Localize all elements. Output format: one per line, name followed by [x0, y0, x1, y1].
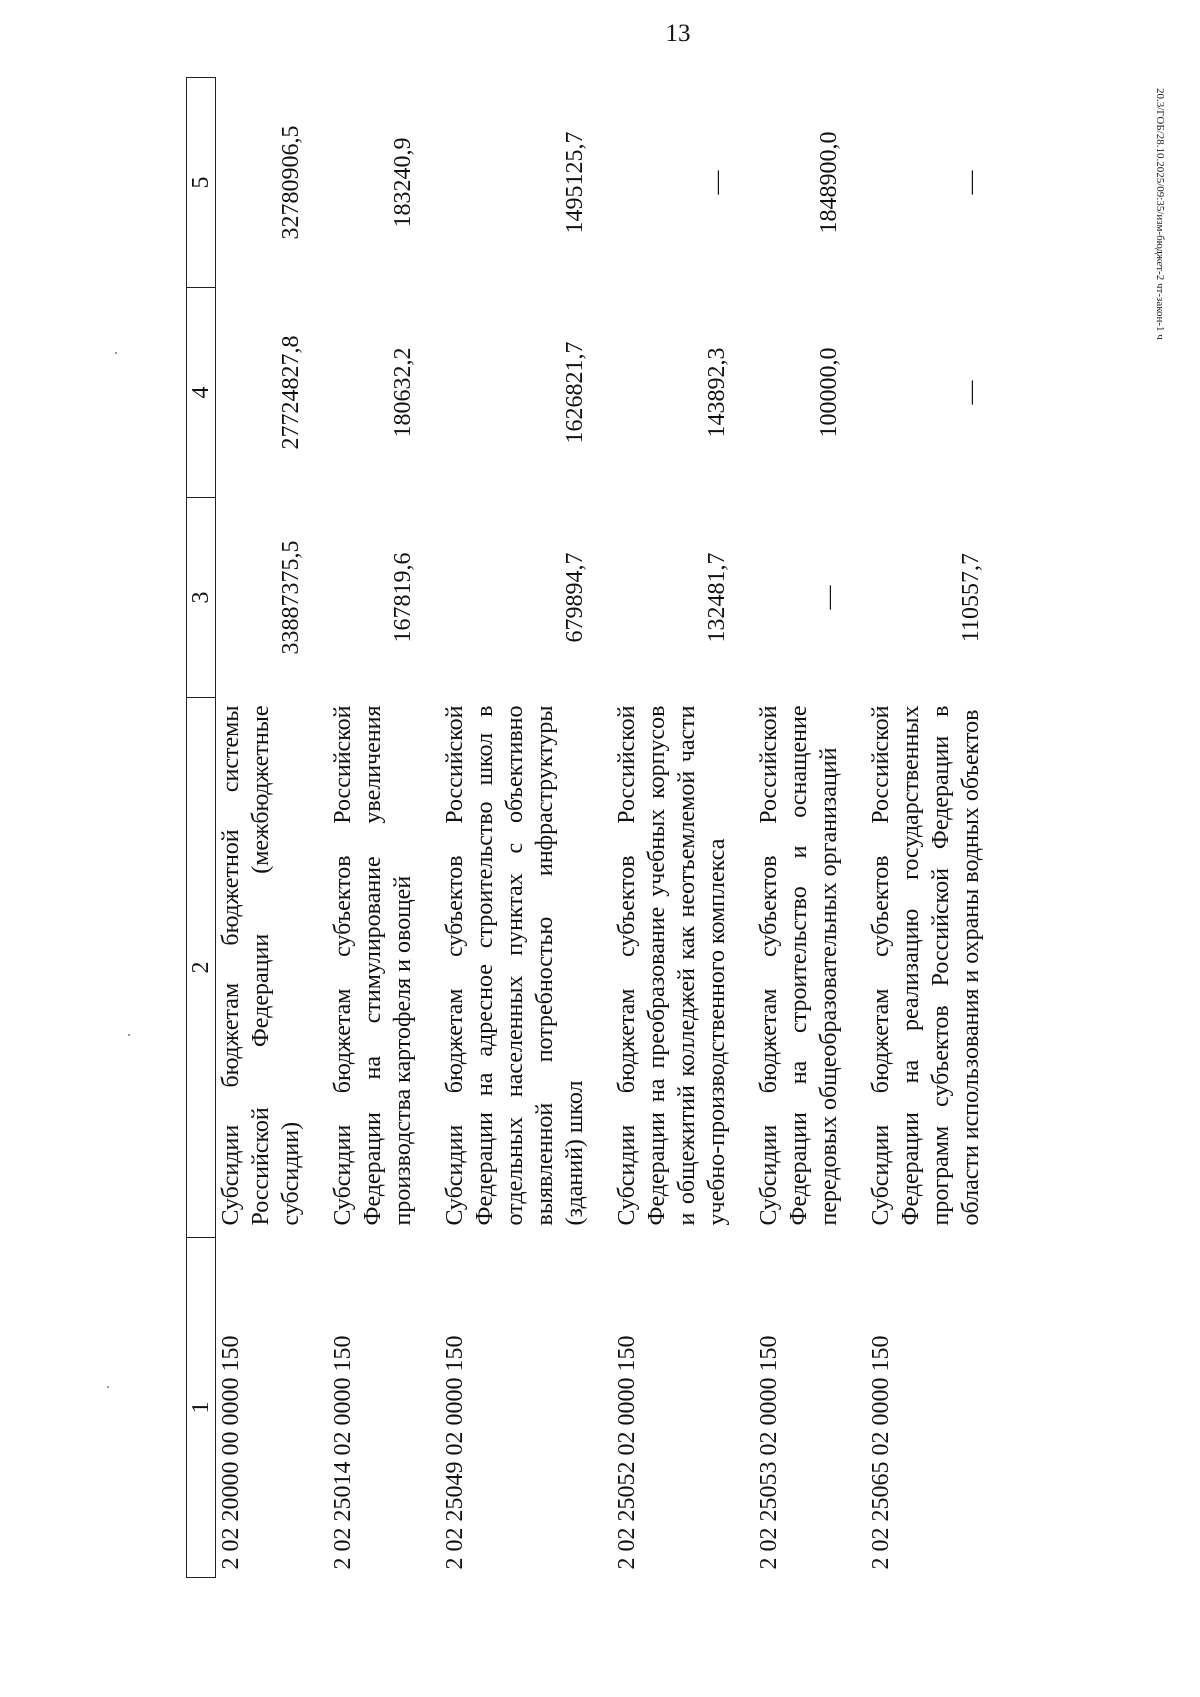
budget-table	[186, 77, 1008, 1578]
row-code: 2 02 25053 02 0000 150	[756, 1335, 782, 1570]
table-row	[612, 78, 754, 1578]
row-value-col4: 27724827,8	[278, 335, 304, 450]
row-value-col3: 132481,7	[704, 552, 730, 643]
header-col-3: 3	[187, 498, 216, 698]
row-value-col5: —	[958, 170, 984, 195]
header-col-2: 2	[187, 698, 216, 1238]
row-code: 2 02 25049 02 0000 150	[442, 1335, 468, 1570]
rotated-table-page	[186, 0, 1200, 1578]
row-description: Субсидии бюджетам субъектов Российской Федерации на преобразование учебных корпусов и общежитий колледжей как неотъемлемой части учебно-производственного комплекса	[614, 705, 730, 1226]
page-number: 13	[665, 20, 691, 47]
row-value-col3: 679894,7	[562, 552, 588, 643]
table-row	[216, 78, 329, 1578]
row-value-col4: 180632,2	[390, 347, 416, 438]
scan-speck	[107, 1386, 109, 1388]
document-footer-code: 20.3/ГОБ/28.10.2025/09:35/изм-бюджет-2 чт-закон-1 ч	[1154, 88, 1166, 340]
row-value-col3: 110557,7	[958, 552, 984, 643]
table-row	[866, 78, 1008, 1578]
header-col-4: 4	[187, 288, 216, 498]
row-description: Субсидии бюджетам субъектов Российской Федерации на стимулирование увеличения производства картофеля и овощей	[330, 705, 416, 1226]
header-col-5: 5	[187, 78, 216, 288]
row-value-col4: —	[958, 380, 984, 405]
row-code: 2 02 25052 02 0000 150	[614, 1335, 640, 1570]
row-description: Субсидии бюджетам бюджетной системы Российской Федерации (межбюджетные субсидии)	[218, 705, 304, 1226]
table-row	[440, 78, 612, 1578]
scan-speck	[115, 352, 117, 354]
header-col-1: 1	[187, 1238, 216, 1578]
row-value-col5: 32780906,5	[278, 125, 304, 240]
table-header-row	[187, 78, 216, 1578]
table-row	[328, 78, 440, 1578]
row-code: 2 02 25065 02 0000 150	[868, 1335, 894, 1570]
row-description: Субсидии бюджетам субъектов Российской Федерации на строительство и оснащение передовых общеобразовательных организаций	[756, 705, 842, 1226]
row-description: Субсидии бюджетам субъектов Российской Федерации на реализацию государственных программ субъектов Российской Федерации в области использования и охраны водных объектов	[868, 705, 984, 1226]
row-value-col4: 143892,3	[704, 347, 730, 438]
row-value-col5: 1848900,0	[816, 131, 842, 234]
row-code: 2 02 20000 00 0000 150	[218, 1335, 244, 1570]
row-value-col3: 167819,6	[390, 552, 416, 643]
row-value-col4: 100000,0	[816, 347, 842, 438]
scan-speck	[128, 1034, 130, 1036]
row-value-col3: 33887375,5	[278, 540, 304, 655]
row-value-col5: 183240,9	[390, 137, 416, 228]
row-description: Субсидии бюджетам субъектов Российской Федерации на адресное строительство школ в отдельных населенных пунктах с объективно выявленной потребностью инфраструктуры (зданий) школ	[442, 705, 588, 1226]
row-value-col5: 1495125,7	[562, 131, 588, 234]
row-code: 2 02 25014 02 0000 150	[330, 1335, 356, 1570]
row-value-col3: —	[816, 585, 842, 610]
row-value-col5: —	[704, 170, 730, 195]
row-value-col4: 1626821,7	[562, 341, 588, 444]
table-row	[754, 78, 866, 1578]
